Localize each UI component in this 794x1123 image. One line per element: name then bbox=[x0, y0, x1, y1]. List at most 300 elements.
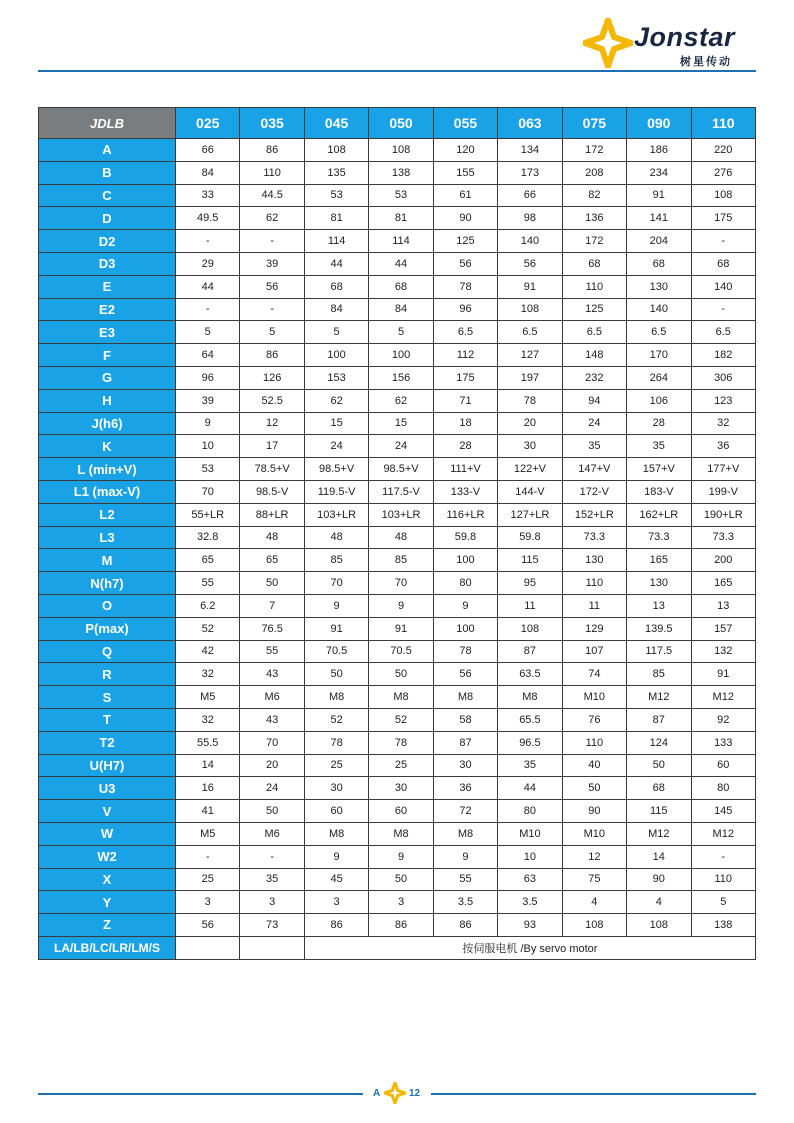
table-cell: 85 bbox=[627, 663, 691, 686]
table-cell: 110 bbox=[691, 868, 756, 891]
table-cell: 35 bbox=[240, 868, 304, 891]
table-cell: 50 bbox=[562, 777, 626, 800]
column-header: 075 bbox=[562, 108, 626, 139]
row-label: W2 bbox=[39, 845, 176, 868]
table-row bbox=[39, 868, 756, 891]
table-cell: 5 bbox=[369, 321, 433, 344]
table-cell: 32 bbox=[691, 412, 756, 435]
table-cell: 36 bbox=[433, 777, 497, 800]
row-label: LA/LB/LC/LR/LM/S bbox=[39, 936, 176, 959]
table-cell: 100 bbox=[433, 617, 497, 640]
row-label: E3 bbox=[39, 321, 176, 344]
table-cell: 115 bbox=[627, 800, 691, 823]
table-cell: 65 bbox=[176, 549, 240, 572]
table-cell: 87 bbox=[498, 640, 562, 663]
table-row bbox=[39, 139, 756, 162]
table-cell: 63.5 bbox=[498, 663, 562, 686]
table-cell: 81 bbox=[369, 207, 433, 230]
table-cell: 103+LR bbox=[304, 503, 368, 526]
table-cell: 110 bbox=[562, 572, 626, 595]
table-cell: 74 bbox=[562, 663, 626, 686]
table-cell: 5 bbox=[691, 891, 756, 914]
table-cell: 56 bbox=[176, 914, 240, 937]
row-label: K bbox=[39, 435, 176, 458]
table-cell: 58 bbox=[433, 708, 497, 731]
table-cell: 127 bbox=[498, 344, 562, 367]
table-row bbox=[39, 754, 756, 777]
table-cell: 110 bbox=[562, 275, 626, 298]
table-cell: 200 bbox=[691, 549, 756, 572]
table-cell: 106 bbox=[627, 389, 691, 412]
table-cell: 68 bbox=[627, 777, 691, 800]
table-cell: 98.5+V bbox=[369, 458, 433, 481]
table-cell: 25 bbox=[176, 868, 240, 891]
table-row bbox=[39, 549, 756, 572]
table-cell: 96 bbox=[433, 298, 497, 321]
table-cell: 112 bbox=[433, 344, 497, 367]
row-label: L (min+V) bbox=[39, 458, 176, 481]
table-cell: 91 bbox=[498, 275, 562, 298]
table-cell: 44 bbox=[176, 275, 240, 298]
table-cell: 183-V bbox=[627, 480, 691, 503]
table-cell: 44 bbox=[369, 252, 433, 275]
table-cell-empty bbox=[240, 936, 304, 959]
table-cell: 110 bbox=[240, 161, 304, 184]
table-cell: 175 bbox=[691, 207, 756, 230]
table-cell: 130 bbox=[627, 275, 691, 298]
table-row bbox=[39, 708, 756, 731]
table-cell: 91 bbox=[369, 617, 433, 640]
table-cell: 90 bbox=[433, 207, 497, 230]
table-cell: 63 bbox=[498, 868, 562, 891]
table-cell: 186 bbox=[627, 139, 691, 162]
table-row bbox=[39, 891, 756, 914]
table-cell: 50 bbox=[240, 572, 304, 595]
table-cell: 3.5 bbox=[433, 891, 497, 914]
table-cell: M6 bbox=[240, 686, 304, 709]
table-cell: 68 bbox=[691, 252, 756, 275]
star-page-icon bbox=[384, 1082, 406, 1104]
table-cell: 45 bbox=[304, 868, 368, 891]
table-cell: 39 bbox=[240, 252, 304, 275]
column-header: 050 bbox=[369, 108, 433, 139]
row-label: W bbox=[39, 822, 176, 845]
table-cell: 90 bbox=[562, 800, 626, 823]
table-cell: 234 bbox=[627, 161, 691, 184]
table-cell: 133-V bbox=[433, 480, 497, 503]
table-cell: 30 bbox=[433, 754, 497, 777]
table-cell: 91 bbox=[627, 184, 691, 207]
table-cell: 24 bbox=[562, 412, 626, 435]
table-cell: 64 bbox=[176, 344, 240, 367]
row-label: O bbox=[39, 594, 176, 617]
table-cell: 32 bbox=[176, 708, 240, 731]
row-label: A bbox=[39, 139, 176, 162]
table-cell: 100 bbox=[433, 549, 497, 572]
table-cell: 140 bbox=[627, 298, 691, 321]
table-cell: 88+LR bbox=[240, 503, 304, 526]
table-cell: 92 bbox=[691, 708, 756, 731]
table-cell: 53 bbox=[176, 458, 240, 481]
table-cell: M10 bbox=[562, 822, 626, 845]
table-cell: 70.5 bbox=[369, 640, 433, 663]
table-cell: 32.8 bbox=[176, 526, 240, 549]
table-cell: 78.5+V bbox=[240, 458, 304, 481]
table-row bbox=[39, 914, 756, 937]
table-cell: 10 bbox=[498, 845, 562, 868]
table-row bbox=[39, 435, 756, 458]
row-label: M bbox=[39, 549, 176, 572]
table-cell: 3.5 bbox=[498, 891, 562, 914]
table-cell: M12 bbox=[627, 822, 691, 845]
table-cell: 7 bbox=[240, 594, 304, 617]
table-cell: 80 bbox=[433, 572, 497, 595]
table-cell: 84 bbox=[369, 298, 433, 321]
table-cell: 144-V bbox=[498, 480, 562, 503]
table-cell: 6.5 bbox=[627, 321, 691, 344]
table-cell: 61 bbox=[433, 184, 497, 207]
table-cell: 119.5-V bbox=[304, 480, 368, 503]
table-cell: 127+LR bbox=[498, 503, 562, 526]
table-cell: 153 bbox=[304, 366, 368, 389]
table-cell: 156 bbox=[369, 366, 433, 389]
row-label: D bbox=[39, 207, 176, 230]
table-cell: 81 bbox=[304, 207, 368, 230]
table-cell: 147+V bbox=[562, 458, 626, 481]
table-cell: 108 bbox=[498, 617, 562, 640]
table-cell: M12 bbox=[691, 686, 756, 709]
table-cell: 120 bbox=[433, 139, 497, 162]
table-cell: 6.5 bbox=[498, 321, 562, 344]
row-label: D3 bbox=[39, 252, 176, 275]
table-cell: 86 bbox=[369, 914, 433, 937]
row-label: H bbox=[39, 389, 176, 412]
table-cell: 65 bbox=[240, 549, 304, 572]
row-label: E2 bbox=[39, 298, 176, 321]
table-cell: 78 bbox=[369, 731, 433, 754]
table-cell: 48 bbox=[240, 526, 304, 549]
row-label: J(h6) bbox=[39, 412, 176, 435]
table-cell: 91 bbox=[304, 617, 368, 640]
table-cell: 129 bbox=[562, 617, 626, 640]
table-cell: 5 bbox=[176, 321, 240, 344]
table-cell: 30 bbox=[369, 777, 433, 800]
table-cell: - bbox=[240, 298, 304, 321]
table-cell: M8 bbox=[433, 822, 497, 845]
table-cell: 14 bbox=[627, 845, 691, 868]
table-cell: 157 bbox=[691, 617, 756, 640]
table-row bbox=[39, 458, 756, 481]
table-cell: 85 bbox=[369, 549, 433, 572]
table-cell: 68 bbox=[369, 275, 433, 298]
table-cell: 20 bbox=[240, 754, 304, 777]
row-label: T2 bbox=[39, 731, 176, 754]
table-cell: 86 bbox=[240, 344, 304, 367]
table-cell: 108 bbox=[562, 914, 626, 937]
table-row bbox=[39, 731, 756, 754]
row-label: U3 bbox=[39, 777, 176, 800]
table-cell: 78 bbox=[433, 640, 497, 663]
table-cell: 172 bbox=[562, 139, 626, 162]
table-cell: 56 bbox=[433, 252, 497, 275]
table-cell: 60 bbox=[304, 800, 368, 823]
table-cell: 86 bbox=[304, 914, 368, 937]
table-cell: 93 bbox=[498, 914, 562, 937]
column-header: 045 bbox=[304, 108, 368, 139]
footer-rule-left bbox=[38, 1093, 363, 1095]
footer-rule-right bbox=[431, 1093, 756, 1095]
table-cell: 20 bbox=[498, 412, 562, 435]
table-cell: 28 bbox=[627, 412, 691, 435]
table-cell: 232 bbox=[562, 366, 626, 389]
table-row bbox=[39, 526, 756, 549]
table-cell: 49.5 bbox=[176, 207, 240, 230]
table-row bbox=[39, 161, 756, 184]
table-cell: 55 bbox=[433, 868, 497, 891]
table-cell: 52.5 bbox=[240, 389, 304, 412]
row-label: N(h7) bbox=[39, 572, 176, 595]
table-cell: 28 bbox=[433, 435, 497, 458]
table-row bbox=[39, 275, 756, 298]
table-cell: 125 bbox=[433, 230, 497, 253]
table-cell: 96.5 bbox=[498, 731, 562, 754]
table-row bbox=[39, 686, 756, 709]
table-cell: 108 bbox=[627, 914, 691, 937]
column-header: 035 bbox=[240, 108, 304, 139]
header-rule bbox=[38, 70, 756, 72]
table-cell: 306 bbox=[691, 366, 756, 389]
table-cell: 62 bbox=[304, 389, 368, 412]
column-header: 025 bbox=[176, 108, 240, 139]
row-label: P(max) bbox=[39, 617, 176, 640]
table-cell: 78 bbox=[433, 275, 497, 298]
table-cell: 94 bbox=[562, 389, 626, 412]
table-cell: M8 bbox=[498, 686, 562, 709]
table-cell: 5 bbox=[240, 321, 304, 344]
table-cell: 55+LR bbox=[176, 503, 240, 526]
table-cell: 9 bbox=[176, 412, 240, 435]
table-cell: 220 bbox=[691, 139, 756, 162]
table-cell: 172-V bbox=[562, 480, 626, 503]
table-row bbox=[39, 389, 756, 412]
table-cell: 114 bbox=[369, 230, 433, 253]
table-cell: 62 bbox=[369, 389, 433, 412]
row-label: Q bbox=[39, 640, 176, 663]
row-label: B bbox=[39, 161, 176, 184]
table-cell: M12 bbox=[691, 822, 756, 845]
table-cell: 39 bbox=[176, 389, 240, 412]
table-cell: 3 bbox=[240, 891, 304, 914]
table-cell: 12 bbox=[562, 845, 626, 868]
table-cell: 135 bbox=[304, 161, 368, 184]
row-label: D2 bbox=[39, 230, 176, 253]
servo-note: 按伺服电机 /By servo motor bbox=[304, 936, 755, 959]
table-corner-label: JDLB bbox=[39, 108, 176, 139]
table-cell: 111+V bbox=[433, 458, 497, 481]
table-cell: 53 bbox=[369, 184, 433, 207]
table-row bbox=[39, 321, 756, 344]
row-label: Z bbox=[39, 914, 176, 937]
table-cell: 204 bbox=[627, 230, 691, 253]
table-cell: 6.5 bbox=[691, 321, 756, 344]
table-cell: 134 bbox=[498, 139, 562, 162]
table-cell: 24 bbox=[240, 777, 304, 800]
table-cell: 103+LR bbox=[369, 503, 433, 526]
table-cell: 48 bbox=[369, 526, 433, 549]
table-cell: 4 bbox=[627, 891, 691, 914]
table-cell: 68 bbox=[304, 275, 368, 298]
table-cell: M8 bbox=[369, 822, 433, 845]
row-label: V bbox=[39, 800, 176, 823]
table-cell: 87 bbox=[627, 708, 691, 731]
table-cell: 138 bbox=[369, 161, 433, 184]
table-cell: 9 bbox=[369, 594, 433, 617]
table-cell: 100 bbox=[369, 344, 433, 367]
table-cell: 44.5 bbox=[240, 184, 304, 207]
table-cell: 126 bbox=[240, 366, 304, 389]
table-cell: 141 bbox=[627, 207, 691, 230]
table-cell: 177+V bbox=[691, 458, 756, 481]
table-cell: M5 bbox=[176, 822, 240, 845]
table-header-row bbox=[39, 108, 756, 139]
table-cell: 152+LR bbox=[562, 503, 626, 526]
table-cell: 98.5-V bbox=[240, 480, 304, 503]
table-row bbox=[39, 572, 756, 595]
table-cell: 9 bbox=[369, 845, 433, 868]
table-cell: 73.3 bbox=[562, 526, 626, 549]
table-cell: 117.5 bbox=[627, 640, 691, 663]
table-cell: 157+V bbox=[627, 458, 691, 481]
row-label: G bbox=[39, 366, 176, 389]
table-cell: 60 bbox=[691, 754, 756, 777]
table-cell: 95 bbox=[498, 572, 562, 595]
table-cell: M8 bbox=[433, 686, 497, 709]
table-cell: 100 bbox=[304, 344, 368, 367]
table-cell: 172 bbox=[562, 230, 626, 253]
table-cell: 190+LR bbox=[691, 503, 756, 526]
table-cell: 6.2 bbox=[176, 594, 240, 617]
table-cell: 80 bbox=[498, 800, 562, 823]
table-cell: 13 bbox=[691, 594, 756, 617]
table-cell: 108 bbox=[498, 298, 562, 321]
table-cell: 123 bbox=[691, 389, 756, 412]
table-cell: M6 bbox=[240, 822, 304, 845]
table-cell: 155 bbox=[433, 161, 497, 184]
table-cell: 59.8 bbox=[498, 526, 562, 549]
table-cell: 55.5 bbox=[176, 731, 240, 754]
table-row bbox=[39, 594, 756, 617]
column-header: 090 bbox=[627, 108, 691, 139]
table-cell: M8 bbox=[304, 686, 368, 709]
table-cell: 197 bbox=[498, 366, 562, 389]
table-cell: 98 bbox=[498, 207, 562, 230]
table-row bbox=[39, 845, 756, 868]
table-cell: M8 bbox=[369, 686, 433, 709]
table-cell: 11 bbox=[562, 594, 626, 617]
table-cell: 98.5+V bbox=[304, 458, 368, 481]
table-cell: 68 bbox=[562, 252, 626, 275]
table-cell: 25 bbox=[304, 754, 368, 777]
table-cell: 73.3 bbox=[691, 526, 756, 549]
table-cell: 108 bbox=[691, 184, 756, 207]
table-cell: 11 bbox=[498, 594, 562, 617]
table-row bbox=[39, 412, 756, 435]
table-row bbox=[39, 207, 756, 230]
table-row-servo bbox=[39, 936, 756, 959]
table-cell: 117.5-V bbox=[369, 480, 433, 503]
table-cell: 35 bbox=[627, 435, 691, 458]
table-cell: 138 bbox=[691, 914, 756, 937]
table-row bbox=[39, 344, 756, 367]
table-cell: - bbox=[691, 298, 756, 321]
table-cell: - bbox=[240, 230, 304, 253]
table-row bbox=[39, 663, 756, 686]
table-row bbox=[39, 366, 756, 389]
table-cell: 15 bbox=[304, 412, 368, 435]
table-row bbox=[39, 252, 756, 275]
table-cell: M8 bbox=[304, 822, 368, 845]
table-cell: 53 bbox=[304, 184, 368, 207]
table-cell: 42 bbox=[176, 640, 240, 663]
table-cell: 140 bbox=[498, 230, 562, 253]
table-cell: 16 bbox=[176, 777, 240, 800]
table-cell: 140 bbox=[691, 275, 756, 298]
table-cell: 35 bbox=[498, 754, 562, 777]
table-row bbox=[39, 822, 756, 845]
table-cell: 107 bbox=[562, 640, 626, 663]
table-cell: 139.5 bbox=[627, 617, 691, 640]
table-cell: 264 bbox=[627, 366, 691, 389]
table-cell: 30 bbox=[304, 777, 368, 800]
table-cell: 276 bbox=[691, 161, 756, 184]
table-cell: 44 bbox=[304, 252, 368, 275]
table-cell: 116+LR bbox=[433, 503, 497, 526]
table-cell: 73.3 bbox=[627, 526, 691, 549]
table-cell: 68 bbox=[627, 252, 691, 275]
table-cell: 110 bbox=[562, 731, 626, 754]
table-cell: 124 bbox=[627, 731, 691, 754]
table-cell: 165 bbox=[627, 549, 691, 572]
brand-name: Jonstar bbox=[634, 22, 736, 52]
table-cell: 86 bbox=[433, 914, 497, 937]
table-cell: 148 bbox=[562, 344, 626, 367]
row-label: S bbox=[39, 686, 176, 709]
table-cell: - bbox=[691, 845, 756, 868]
table-row bbox=[39, 480, 756, 503]
row-label: L2 bbox=[39, 503, 176, 526]
table-cell: 70 bbox=[240, 731, 304, 754]
row-label: X bbox=[39, 868, 176, 891]
table-cell: 70.5 bbox=[304, 640, 368, 663]
table-cell: 82 bbox=[562, 184, 626, 207]
row-label: U(H7) bbox=[39, 754, 176, 777]
table-cell: 115 bbox=[498, 549, 562, 572]
table-cell: 9 bbox=[433, 845, 497, 868]
table-cell: 55 bbox=[176, 572, 240, 595]
table-cell: 60 bbox=[369, 800, 433, 823]
table-cell: - bbox=[176, 230, 240, 253]
table-cell: 25 bbox=[369, 754, 433, 777]
table-cell: 65.5 bbox=[498, 708, 562, 731]
table-row bbox=[39, 617, 756, 640]
table-cell: 133 bbox=[691, 731, 756, 754]
table-cell: 136 bbox=[562, 207, 626, 230]
table-cell: 91 bbox=[691, 663, 756, 686]
table-cell: 132 bbox=[691, 640, 756, 663]
column-header: 063 bbox=[498, 108, 562, 139]
table-cell: 125 bbox=[562, 298, 626, 321]
table-cell: 10 bbox=[176, 435, 240, 458]
